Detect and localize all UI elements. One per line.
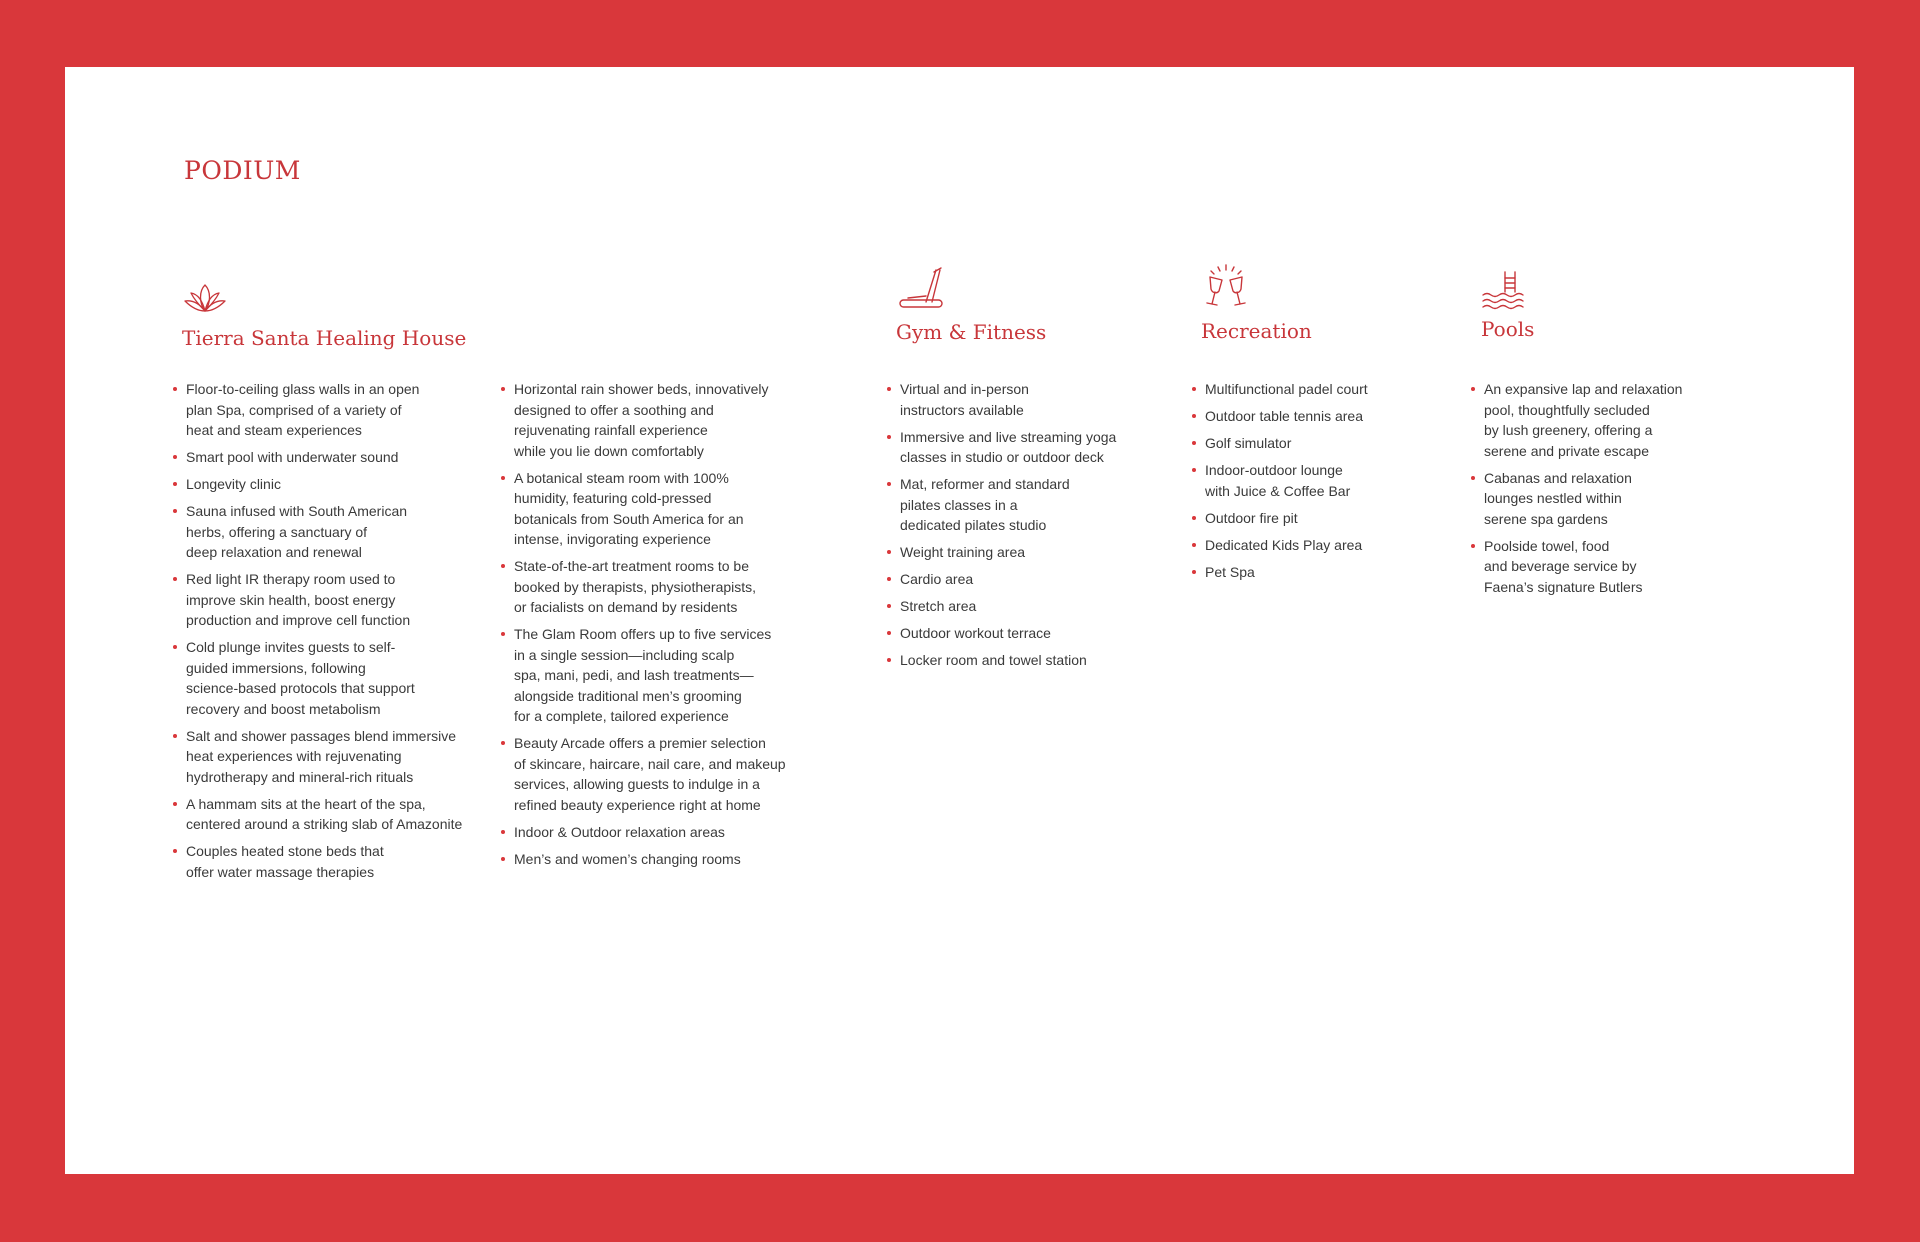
- gym-list: [885, 379, 1175, 677]
- treadmill-icon: [896, 264, 946, 310]
- list-item: Immersive and live streaming yoga classes in studio or outdoor deck: [885, 427, 1175, 468]
- list-item: Virtual and in-person instructors available: [885, 379, 1175, 420]
- section-healing-header: [182, 281, 466, 350]
- recreation-list: [1190, 379, 1450, 589]
- section-pools-header: [1481, 270, 1534, 341]
- list-item: Indoor-outdoor lounge with Juice & Coffee Bar: [1190, 460, 1450, 501]
- list-item: Pet Spa: [1190, 562, 1450, 583]
- list-item: Floor-to-ceiling glass walls in an open plan Spa, comprised of a variety of heat and steam experiences: [171, 379, 491, 441]
- list-item: Stretch area: [885, 596, 1175, 617]
- section-title-gym: Gym & Fitness: [896, 320, 1047, 344]
- list-item: Cardio area: [885, 569, 1175, 590]
- list-item: State-of-the-art treatment rooms to be booked by therapists, physiotherapists, or facialists on demand by residents: [499, 556, 819, 618]
- list-item: Multifunctional padel court: [1190, 379, 1450, 400]
- champagne-toast-icon: [1201, 263, 1251, 311]
- list-item: Longevity clinic: [171, 474, 491, 495]
- list-item: The Glam Room offers up to five services in a single session—including scalp spa, mani, pedi, and lash treatments— alongside traditional men’s grooming for a complete, tailored experience: [499, 624, 819, 727]
- list-item: Cabanas and relaxation lounges nestled within serene spa gardens: [1469, 468, 1759, 530]
- section-title-healing: Tierra Santa Healing House: [182, 326, 467, 350]
- list-item: Sauna infused with South American herbs, offering a sanctuary of deep relaxation and renewal: [171, 501, 491, 563]
- list-item: A botanical steam room with 100% humidity, featuring cold-pressed botanicals from South America for an intense, invigorating experience: [499, 468, 819, 550]
- list-item: A hammam sits at the heart of the spa, centered around a striking slab of Amazonite: [171, 794, 491, 835]
- list-item: An expansive lap and relaxation pool, thoughtfully secluded by lush greenery, offering a serene and private escape: [1469, 379, 1759, 461]
- list-item: Outdoor fire pit: [1190, 508, 1450, 529]
- list-item: Beauty Arcade offers a premier selection of skincare, haircare, nail care, and makeup services, allowing guests to indulge in a refined beauty experience right at home: [499, 733, 819, 815]
- list-item: Smart pool with underwater sound: [171, 447, 491, 468]
- healing-list-col2: [499, 379, 819, 876]
- section-recreation-header: [1201, 263, 1312, 343]
- pools-list: [1469, 379, 1759, 604]
- section-title-recreation: Recreation: [1201, 319, 1312, 343]
- list-item: Men’s and women’s changing rooms: [499, 849, 819, 870]
- list-item: Outdoor table tennis area: [1190, 406, 1450, 427]
- pool-ladder-icon: [1481, 270, 1527, 310]
- list-item: Red light IR therapy room used to improve skin health, boost energy production and improve cell function: [171, 569, 491, 631]
- list-item: Salt and shower passages blend immersive heat experiences with rejuvenating hydrotherapy and mineral-rich rituals: [171, 726, 491, 788]
- list-item: Dedicated Kids Play area: [1190, 535, 1450, 556]
- list-item: Golf simulator: [1190, 433, 1450, 454]
- list-item: Locker room and towel station: [885, 650, 1175, 671]
- healing-list-col1: [171, 379, 491, 889]
- list-item: Horizontal rain shower beds, innovatively designed to offer a soothing and rejuvenating rainfall experience while you lie down comfortably: [499, 379, 819, 461]
- list-item: Outdoor workout terrace: [885, 623, 1175, 644]
- list-item: Cold plunge invites guests to self- guided immersions, following science-based protocols that support recovery and boost metabolism: [171, 637, 491, 719]
- list-item: Poolside towel, food and beverage service by Faena’s signature Butlers: [1469, 536, 1759, 598]
- section-gym-header: [896, 264, 1046, 344]
- page-title: PODIUM: [184, 156, 301, 185]
- section-title-pools: Pools: [1481, 317, 1535, 341]
- list-item: Indoor & Outdoor relaxation areas: [499, 822, 819, 843]
- list-item: Couples heated stone beds that offer water massage therapies: [171, 841, 491, 882]
- page: [65, 67, 1854, 1174]
- list-item: Weight training area: [885, 542, 1175, 563]
- lotus-icon: [182, 281, 228, 317]
- list-item: Mat, reformer and standard pilates classes in a dedicated pilates studio: [885, 474, 1175, 536]
